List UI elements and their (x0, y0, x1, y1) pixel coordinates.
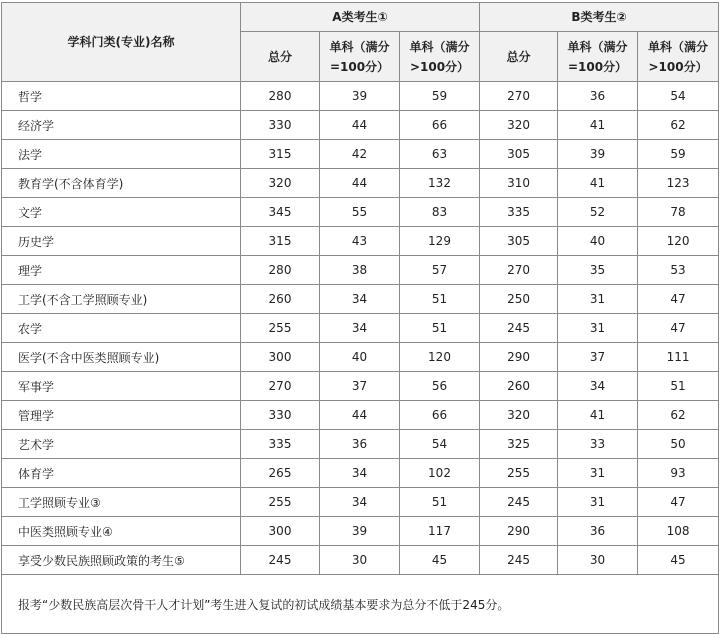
b-total-cell: 305 (480, 227, 558, 256)
subject-name-cell: 法学 (2, 140, 241, 169)
a-single-100-cell: 34 (320, 314, 400, 343)
b-single-gt100-cell: 47 (638, 488, 719, 517)
b-total-cell: 270 (480, 256, 558, 285)
b-single-gt100-cell: 108 (638, 517, 719, 546)
footnote: 报考“少数民族高层次骨干人才计划”考生进入复试的初试成绩基本要求为总分不低于245分。 (2, 575, 719, 634)
b-total-cell: 290 (480, 517, 558, 546)
a-total-cell: 255 (241, 314, 320, 343)
b-single-100-cell: 34 (558, 372, 638, 401)
b-single-100-cell: 41 (558, 111, 638, 140)
table-row (2, 169, 719, 198)
b-single-gt100-cell: 54 (638, 82, 719, 111)
header-a-total: 总分 (241, 32, 320, 82)
a-single-100-cell: 34 (320, 488, 400, 517)
header-b-single-100-line2: =100分） (567, 59, 628, 74)
b-single-gt100-cell: 47 (638, 314, 719, 343)
table-row (2, 285, 719, 314)
header-b-single-gt100-line1: 单科（满分 (648, 39, 709, 54)
a-single-100-cell: 30 (320, 546, 400, 575)
b-single-100-cell: 52 (558, 198, 638, 227)
a-total-cell: 320 (241, 169, 320, 198)
header-group-a: A类考生① (241, 3, 480, 32)
header-b-single-gt100-line2: >100分） (648, 59, 708, 74)
b-single-100-cell: 36 (558, 517, 638, 546)
subject-name-cell: 经济学 (2, 111, 241, 140)
b-single-100-cell: 37 (558, 343, 638, 372)
a-single-100-cell: 43 (320, 227, 400, 256)
b-single-100-cell: 31 (558, 285, 638, 314)
a-total-cell: 245 (241, 546, 320, 575)
a-single-100-cell: 38 (320, 256, 400, 285)
a-total-cell: 300 (241, 343, 320, 372)
header-a-single-gt100 (400, 32, 480, 82)
a-single-100-cell: 39 (320, 82, 400, 111)
b-single-gt100-cell: 111 (638, 343, 719, 372)
a-single-gt100-cell: 59 (400, 82, 480, 111)
a-single-gt100-cell: 51 (400, 488, 480, 517)
a-single-100-cell: 42 (320, 140, 400, 169)
b-single-gt100-cell: 123 (638, 169, 719, 198)
subject-name-cell: 中医类照顾专业④ (2, 517, 241, 546)
b-single-gt100-cell: 50 (638, 430, 719, 459)
table-body (2, 82, 719, 575)
subject-name-cell: 体育学 (2, 459, 241, 488)
a-single-gt100-cell: 132 (400, 169, 480, 198)
a-single-100-cell: 44 (320, 111, 400, 140)
b-total-cell: 260 (480, 372, 558, 401)
table-row (2, 546, 719, 575)
b-single-gt100-cell: 93 (638, 459, 719, 488)
header-a-single-100-line1: 单科（满分 (329, 39, 390, 54)
b-total-cell: 305 (480, 140, 558, 169)
a-single-gt100-cell: 57 (400, 256, 480, 285)
b-single-100-cell: 31 (558, 459, 638, 488)
b-single-gt100-cell: 120 (638, 227, 719, 256)
table-row (2, 459, 719, 488)
b-total-cell: 325 (480, 430, 558, 459)
a-total-cell: 255 (241, 488, 320, 517)
b-single-100-cell: 33 (558, 430, 638, 459)
table-row (2, 430, 719, 459)
table-row (2, 140, 719, 169)
header-b-total: 总分 (480, 32, 558, 82)
b-single-gt100-cell: 62 (638, 401, 719, 430)
b-total-cell: 255 (480, 459, 558, 488)
b-single-gt100-cell: 47 (638, 285, 719, 314)
score-requirements-table (1, 2, 719, 634)
b-total-cell: 290 (480, 343, 558, 372)
table-row (2, 517, 719, 546)
a-single-gt100-cell: 51 (400, 285, 480, 314)
b-total-cell: 320 (480, 401, 558, 430)
header-a-single-100 (320, 32, 400, 82)
b-total-cell: 245 (480, 314, 558, 343)
subject-name-cell: 军事学 (2, 372, 241, 401)
table-row (2, 314, 719, 343)
subject-name-cell: 工学(不含工学照顾专业) (2, 285, 241, 314)
a-single-100-cell: 44 (320, 401, 400, 430)
header-b-single-gt100 (638, 32, 719, 82)
header-group-b: B类考生② (480, 3, 719, 32)
b-single-gt100-cell: 59 (638, 140, 719, 169)
a-single-gt100-cell: 54 (400, 430, 480, 459)
subject-name-cell: 工学照顾专业③ (2, 488, 241, 517)
a-total-cell: 315 (241, 140, 320, 169)
subject-name-cell: 艺术学 (2, 430, 241, 459)
subject-name-cell: 享受少数民族照顾政策的考生⑤ (2, 546, 241, 575)
b-single-100-cell: 39 (558, 140, 638, 169)
table-row (2, 343, 719, 372)
header-a-single-gt100-line1: 单科（满分 (409, 39, 470, 54)
a-total-cell: 265 (241, 459, 320, 488)
b-single-gt100-cell: 53 (638, 256, 719, 285)
a-single-gt100-cell: 63 (400, 140, 480, 169)
a-single-100-cell: 34 (320, 459, 400, 488)
b-single-100-cell: 41 (558, 401, 638, 430)
a-total-cell: 280 (241, 256, 320, 285)
a-total-cell: 335 (241, 430, 320, 459)
b-single-gt100-cell: 45 (638, 546, 719, 575)
b-single-gt100-cell: 78 (638, 198, 719, 227)
a-total-cell: 330 (241, 401, 320, 430)
header-subject-name: 学科门类(专业)名称 (2, 3, 241, 82)
a-total-cell: 345 (241, 198, 320, 227)
a-single-100-cell: 55 (320, 198, 400, 227)
subject-name-cell: 教育学(不含体育学) (2, 169, 241, 198)
subject-name-cell: 理学 (2, 256, 241, 285)
b-single-gt100-cell: 51 (638, 372, 719, 401)
header-a-single-gt100-line2: >100分） (409, 59, 470, 74)
b-total-cell: 270 (480, 82, 558, 111)
b-total-cell: 245 (480, 488, 558, 517)
subject-name-cell: 历史学 (2, 227, 241, 256)
b-single-100-cell: 41 (558, 169, 638, 198)
table-row (2, 198, 719, 227)
header-b-single-100 (558, 32, 638, 82)
table-row (2, 401, 719, 430)
b-total-cell: 250 (480, 285, 558, 314)
a-single-100-cell: 39 (320, 517, 400, 546)
b-total-cell: 335 (480, 198, 558, 227)
b-total-cell: 320 (480, 111, 558, 140)
table-row (2, 372, 719, 401)
b-single-100-cell: 35 (558, 256, 638, 285)
table-row (2, 111, 719, 140)
a-single-gt100-cell: 102 (400, 459, 480, 488)
a-single-gt100-cell: 66 (400, 111, 480, 140)
b-single-100-cell: 31 (558, 314, 638, 343)
header-b-single-100-line1: 单科（满分 (567, 39, 628, 54)
a-total-cell: 315 (241, 227, 320, 256)
a-single-gt100-cell: 66 (400, 401, 480, 430)
a-total-cell: 280 (241, 82, 320, 111)
b-total-cell: 310 (480, 169, 558, 198)
subject-name-cell: 哲学 (2, 82, 241, 111)
a-single-100-cell: 34 (320, 285, 400, 314)
subject-name-cell: 农学 (2, 314, 241, 343)
b-single-gt100-cell: 62 (638, 111, 719, 140)
a-single-100-cell: 44 (320, 169, 400, 198)
subject-name-cell: 管理学 (2, 401, 241, 430)
a-single-100-cell: 40 (320, 343, 400, 372)
a-single-100-cell: 37 (320, 372, 400, 401)
a-single-gt100-cell: 56 (400, 372, 480, 401)
a-single-100-cell: 36 (320, 430, 400, 459)
a-total-cell: 260 (241, 285, 320, 314)
a-single-gt100-cell: 120 (400, 343, 480, 372)
subject-name-cell: 文学 (2, 198, 241, 227)
header-a-single-100-line2: =100分） (329, 59, 390, 74)
b-total-cell: 245 (480, 546, 558, 575)
a-total-cell: 270 (241, 372, 320, 401)
a-total-cell: 300 (241, 517, 320, 546)
b-single-100-cell: 30 (558, 546, 638, 575)
subject-name-cell: 医学(不含中医类照顾专业) (2, 343, 241, 372)
b-single-100-cell: 36 (558, 82, 638, 111)
a-single-gt100-cell: 83 (400, 198, 480, 227)
a-single-gt100-cell: 129 (400, 227, 480, 256)
b-single-100-cell: 40 (558, 227, 638, 256)
a-total-cell: 330 (241, 111, 320, 140)
table-row (2, 488, 719, 517)
a-single-gt100-cell: 51 (400, 314, 480, 343)
table-row (2, 82, 719, 111)
a-single-gt100-cell: 117 (400, 517, 480, 546)
b-single-100-cell: 31 (558, 488, 638, 517)
table-row (2, 227, 719, 256)
a-single-gt100-cell: 45 (400, 546, 480, 575)
table-row (2, 256, 719, 285)
